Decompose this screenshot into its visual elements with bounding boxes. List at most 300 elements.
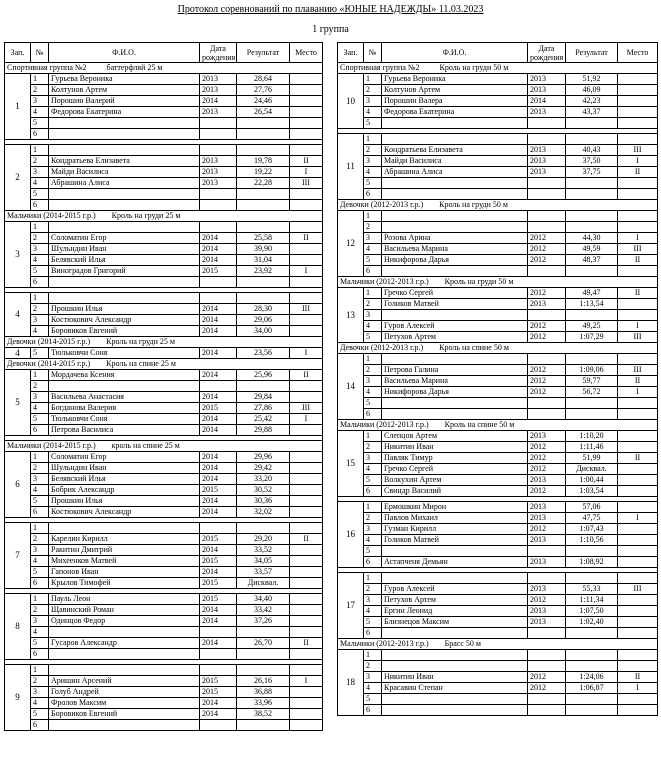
section-row — [5, 441, 323, 452]
birth-year — [200, 145, 237, 156]
lane-number: 1 — [364, 573, 382, 584]
result-time — [237, 129, 290, 140]
place — [618, 617, 658, 628]
swimmer-name: Абрашина Алиса — [49, 178, 200, 189]
lane-number: 1 — [31, 523, 49, 534]
swimmer-name — [382, 398, 528, 409]
result-time — [237, 381, 290, 392]
lane-number: 1 — [364, 134, 382, 145]
header-birth: Дата рождения — [528, 43, 566, 63]
swimmer-name — [49, 118, 200, 129]
swimmer-name: Гурьева Вероника — [49, 74, 200, 85]
lane-number: 3 — [31, 167, 49, 178]
table-row — [338, 211, 658, 222]
birth-year: 2012 — [528, 365, 566, 376]
result-time — [237, 222, 290, 233]
result-time: 39,90 — [237, 244, 290, 255]
table-row — [5, 304, 323, 315]
swimmer-name: Костюкович Александр — [49, 315, 200, 326]
table-row — [5, 698, 323, 709]
birth-year: 2012 — [528, 387, 566, 398]
lane-number: 2 — [364, 584, 382, 595]
result-time: 25,58 — [237, 233, 290, 244]
birth-year: 2013 — [200, 167, 237, 178]
lane-number: 2 — [31, 534, 49, 545]
birth-year: 2015 — [200, 556, 237, 567]
table-row — [5, 709, 323, 720]
table-row — [338, 288, 658, 299]
lane-number: 6 — [31, 720, 49, 731]
lane-number: 1 — [364, 431, 382, 442]
birth-year: 2013 — [528, 617, 566, 628]
header-num: № — [31, 43, 49, 63]
swimmer-name: Никитин Иван — [382, 442, 528, 453]
result-time — [566, 118, 618, 129]
lane-number: 4 — [31, 403, 49, 414]
lane-number: 2 — [364, 299, 382, 310]
lane-number: 3 — [364, 156, 382, 167]
table-row — [5, 403, 323, 414]
result-time: 59,77 — [566, 376, 618, 387]
swimmer-name: Порошин Валера — [382, 96, 528, 107]
result-time: 23,92 — [237, 266, 290, 277]
swimmer-name: Прошкин Илья — [49, 496, 200, 507]
header-result: Результат — [237, 43, 290, 63]
table-row — [338, 683, 658, 694]
birth-year: 2013 — [528, 502, 566, 513]
swimmer-name: Никифорова Дарья — [382, 255, 528, 266]
swimmer-name — [382, 310, 528, 321]
table-row — [338, 233, 658, 244]
table-row — [5, 156, 323, 167]
header-birth: Дата рождения — [200, 43, 237, 63]
birth-year: 2014 — [200, 545, 237, 556]
swimmer-name: Гуров Алексей — [382, 321, 528, 332]
birth-year: 2014 — [528, 96, 566, 107]
heat-number: 18 — [338, 650, 364, 716]
birth-year: 2013 — [528, 606, 566, 617]
swimmer-name: Гузман Кирилл — [382, 524, 528, 535]
result-time: 1:02,40 — [566, 617, 618, 628]
swimmer-name — [49, 222, 200, 233]
swimmer-name: Голуб Андрей — [49, 687, 200, 698]
lane-number: 3 — [31, 616, 49, 627]
result-time — [566, 222, 618, 233]
table-row — [338, 255, 658, 266]
place — [290, 605, 323, 616]
place: II — [618, 376, 658, 387]
table-row — [5, 189, 323, 200]
result-time: Дисквал. — [566, 464, 618, 475]
swimmer-name — [49, 293, 200, 304]
place — [618, 409, 658, 420]
place — [290, 523, 323, 534]
result-time: 1:00,44 — [566, 475, 618, 486]
lane-number: 3 — [31, 392, 49, 403]
place — [618, 442, 658, 453]
result-time: 1:13,54 — [566, 299, 618, 310]
table-row — [338, 74, 658, 85]
result-time: 49,47 — [566, 288, 618, 299]
table-row — [5, 720, 323, 731]
birth-year — [200, 189, 237, 200]
lane-number: 5 — [364, 332, 382, 343]
place — [618, 299, 658, 310]
section-title: Девочки (2014-2015 г.р.) Кроль на спине 25 м — [5, 359, 323, 370]
place — [290, 107, 323, 118]
swimmer-name — [382, 409, 528, 420]
section-row — [5, 63, 323, 74]
birth-year: 2014 — [200, 698, 237, 709]
place — [618, 606, 658, 617]
table-row — [338, 573, 658, 584]
result-time — [566, 650, 618, 661]
place — [290, 496, 323, 507]
swimmer-name — [382, 705, 528, 716]
place — [618, 546, 658, 557]
swimmer-name — [49, 627, 200, 638]
swimmer-name: Федорова Екатерина — [49, 107, 200, 118]
table-row — [5, 414, 323, 425]
place: III — [290, 178, 323, 189]
table-row — [5, 616, 323, 627]
result-time: 33,52 — [237, 545, 290, 556]
birth-year — [528, 178, 566, 189]
swimmer-name: Васильева Анастасия — [49, 392, 200, 403]
result-time — [566, 661, 618, 672]
birth-year: 2012 — [528, 683, 566, 694]
lane-number: 2 — [31, 304, 49, 315]
place — [618, 694, 658, 705]
swimmer-name: Фролов Максим — [49, 698, 200, 709]
swimmer-name: Петрова Василиса — [49, 425, 200, 436]
birth-year — [528, 573, 566, 584]
place — [618, 118, 658, 129]
place — [618, 524, 658, 535]
table-row — [5, 348, 323, 359]
place: II — [618, 255, 658, 266]
birth-year: 2014 — [200, 452, 237, 463]
place: II — [618, 453, 658, 464]
result-time: 1:09,06 — [566, 365, 618, 376]
lane-number: 4 — [31, 255, 49, 266]
birth-year: 2014 — [200, 244, 237, 255]
lane-number: 6 — [364, 628, 382, 639]
result-time: 1:10,20 — [566, 431, 618, 442]
swimmer-name: Одинцов Федор — [49, 616, 200, 627]
table-row — [5, 200, 323, 211]
table-row — [338, 661, 658, 672]
birth-year: 2012 — [528, 288, 566, 299]
group-subtitle: 1 группа — [312, 24, 349, 35]
table-row — [5, 233, 323, 244]
place — [290, 425, 323, 436]
birth-year: 2014 — [200, 496, 237, 507]
result-time: 37,50 — [566, 156, 618, 167]
result-time: 29,84 — [237, 392, 290, 403]
lane-number: 4 — [31, 485, 49, 496]
swimmer-name: Слепцов Артем — [382, 431, 528, 442]
result-time — [237, 523, 290, 534]
heat-number: 11 — [338, 134, 364, 200]
swimmer-name — [382, 118, 528, 129]
section-row — [338, 200, 658, 211]
swimmer-name: Волкухин Артем — [382, 475, 528, 486]
lane-number: 5 — [31, 638, 49, 649]
table-row — [338, 134, 658, 145]
swimmer-name: Тюльковчи Соня — [49, 348, 200, 359]
swimmer-name: Ермошкин Мирон — [382, 502, 528, 513]
result-time — [566, 694, 618, 705]
table-row — [5, 605, 323, 616]
table-row — [338, 107, 658, 118]
swimmer-name — [49, 129, 200, 140]
lane-number: 5 — [364, 255, 382, 266]
lane-number: 2 — [364, 145, 382, 156]
lane-number: 1 — [364, 650, 382, 661]
swimmer-name: Павлов Михаил — [382, 513, 528, 524]
header-result: Результат — [566, 43, 618, 63]
heat-number: 17 — [338, 573, 364, 639]
swimmer-name — [382, 694, 528, 705]
result-time — [566, 189, 618, 200]
result-time: 29,06 — [237, 315, 290, 326]
lane-number: 2 — [364, 661, 382, 672]
result-time: 27,86 — [237, 403, 290, 414]
swimmer-name: Свиндр Василий — [382, 486, 528, 497]
swimmer-name: Розова Арина — [382, 233, 528, 244]
heat-number: 2 — [5, 145, 31, 211]
birth-year: 2014 — [200, 567, 237, 578]
swimmer-name — [382, 650, 528, 661]
section-title: Мальчики (2012-2013 г.р.) Кроль на груди 50 м — [338, 277, 658, 288]
table-row — [5, 118, 323, 129]
result-time — [566, 354, 618, 365]
place — [618, 266, 658, 277]
result-time: 34,00 — [237, 326, 290, 337]
lane-number: 1 — [364, 211, 382, 222]
place — [290, 118, 323, 129]
swimmer-name: Астапченя Демьян — [382, 557, 528, 568]
swimmer-name: Колтунов Артем — [49, 85, 200, 96]
table-row — [338, 310, 658, 321]
heat-number: 5 — [5, 370, 31, 436]
place: III — [618, 145, 658, 156]
result-time — [566, 628, 618, 639]
place — [618, 134, 658, 145]
place — [290, 507, 323, 518]
birth-year — [200, 627, 237, 638]
section-title: Спортивная группа №2 баттерфляй 25 м — [5, 63, 323, 74]
birth-year — [200, 720, 237, 731]
birth-year: 2014 — [200, 638, 237, 649]
table-row — [338, 376, 658, 387]
swimmer-name: Соломатин Егор — [49, 452, 200, 463]
table-row — [5, 534, 323, 545]
table-row — [5, 567, 323, 578]
place — [290, 545, 323, 556]
lane-number: 2 — [364, 513, 382, 524]
lane-number: 3 — [31, 315, 49, 326]
birth-year: 2015 — [200, 485, 237, 496]
section-row — [338, 63, 658, 74]
birth-year — [528, 409, 566, 420]
place: I — [618, 513, 658, 524]
table-row — [338, 145, 658, 156]
birth-year — [528, 661, 566, 672]
header-zap: Зап. — [5, 43, 31, 63]
swimmer-name — [49, 277, 200, 288]
result-time: 40,43 — [566, 145, 618, 156]
heat-number: 12 — [338, 211, 364, 277]
heat-number: 15 — [338, 431, 364, 497]
header-num: № — [364, 43, 382, 63]
result-time: 33,57 — [237, 567, 290, 578]
lane-number: 5 — [364, 398, 382, 409]
table-row — [338, 431, 658, 442]
birth-year: 2014 — [200, 348, 237, 359]
result-time: 29,20 — [237, 534, 290, 545]
place: I — [618, 321, 658, 332]
birth-year — [528, 354, 566, 365]
birth-year: 2012 — [528, 464, 566, 475]
birth-year — [200, 293, 237, 304]
result-time: 38,52 — [237, 709, 290, 720]
lane-number: 2 — [31, 463, 49, 474]
birth-year: 2015 — [200, 403, 237, 414]
table-row — [5, 277, 323, 288]
lane-number: 3 — [364, 453, 382, 464]
lane-number: 4 — [31, 326, 49, 337]
place: II — [290, 156, 323, 167]
place — [290, 255, 323, 266]
birth-year: 2013 — [528, 145, 566, 156]
birth-year — [528, 398, 566, 409]
swimmer-name: Гречко Сергей — [382, 464, 528, 475]
table-row — [338, 442, 658, 453]
result-time — [237, 200, 290, 211]
place — [618, 96, 658, 107]
result-time: 30,36 — [237, 496, 290, 507]
table-row — [5, 129, 323, 140]
header-fio: Ф.И.О. — [382, 43, 528, 63]
result-time: 29,42 — [237, 463, 290, 474]
place: I — [618, 387, 658, 398]
place: I — [290, 414, 323, 425]
section-title: Девочки (2012-2013 г.р.) Кроль на спине 50 м — [338, 343, 658, 354]
lane-number: 4 — [31, 627, 49, 638]
place: I — [290, 348, 323, 359]
place — [290, 96, 323, 107]
place — [618, 211, 658, 222]
lane-number: 3 — [31, 545, 49, 556]
lane-number: 1 — [31, 74, 49, 85]
table-row — [338, 546, 658, 557]
place — [290, 649, 323, 660]
swimmer-name: Голиков Матвей — [382, 535, 528, 546]
lane-number: 6 — [31, 200, 49, 211]
swimmer-name — [382, 573, 528, 584]
result-time: 1:06,87 — [566, 683, 618, 694]
place — [290, 627, 323, 638]
birth-year: 2014 — [200, 96, 237, 107]
place: II — [618, 672, 658, 683]
birth-year: 2013 — [528, 299, 566, 310]
table-row — [338, 178, 658, 189]
lane-number: 3 — [364, 672, 382, 683]
lane-number: 3 — [31, 474, 49, 485]
swimmer-name: Шульндин Иван — [49, 244, 200, 255]
swimmer-name: Прошкин Илья — [49, 304, 200, 315]
swimmer-name — [49, 720, 200, 731]
lane-number: 2 — [364, 85, 382, 96]
table-row — [5, 315, 323, 326]
result-time: 55,33 — [566, 584, 618, 595]
lane-number: 5 — [364, 475, 382, 486]
place — [290, 709, 323, 720]
birth-year: 2014 — [200, 425, 237, 436]
birth-year — [200, 277, 237, 288]
swimmer-name — [382, 134, 528, 145]
table-row — [338, 584, 658, 595]
heat-number: 9 — [5, 665, 31, 731]
lane-number: 3 — [364, 96, 382, 107]
section-row — [338, 420, 658, 431]
place — [618, 85, 658, 96]
swimmer-name: Гречко Сергей — [382, 288, 528, 299]
table-row — [5, 649, 323, 660]
birth-year: 2012 — [528, 376, 566, 387]
place — [290, 326, 323, 337]
place — [618, 398, 658, 409]
table-row — [5, 425, 323, 436]
heat-number: 16 — [338, 502, 364, 568]
table-row — [5, 507, 323, 518]
result-time: 57,06 — [566, 502, 618, 513]
result-time: 25,96 — [237, 370, 290, 381]
table-row — [5, 107, 323, 118]
swimmer-name: Петухов Артем — [382, 595, 528, 606]
birth-year: 2014 — [200, 616, 237, 627]
place: II — [618, 167, 658, 178]
place — [618, 628, 658, 639]
birth-year: 2012 — [528, 321, 566, 332]
lane-number: 2 — [364, 442, 382, 453]
swimmer-name: Колтунов Артем — [382, 85, 528, 96]
header-fio: Ф.И.О. — [49, 43, 200, 63]
swimmer-name: Аришин Арсений — [49, 676, 200, 687]
place — [290, 616, 323, 627]
result-time: 49,59 — [566, 244, 618, 255]
section-row — [5, 359, 323, 370]
swimmer-name: Гуров Алексей — [382, 584, 528, 595]
result-time: 1:07,43 — [566, 524, 618, 535]
lane-number: 5 — [31, 567, 49, 578]
lane-number: 4 — [364, 167, 382, 178]
birth-year: 2014 — [200, 414, 237, 425]
result-time: 25,42 — [237, 414, 290, 425]
swimmer-name: Никифорова Дарья — [382, 387, 528, 398]
table-row — [338, 502, 658, 513]
result-time: 51,92 — [566, 74, 618, 85]
birth-year: 2012 — [528, 486, 566, 497]
result-time — [237, 277, 290, 288]
swimmer-name: Богданова Валерия — [49, 403, 200, 414]
result-time: 1:10,56 — [566, 535, 618, 546]
birth-year: 2013 — [528, 431, 566, 442]
lane-number: 5 — [364, 178, 382, 189]
lane-number: 5 — [31, 266, 49, 277]
